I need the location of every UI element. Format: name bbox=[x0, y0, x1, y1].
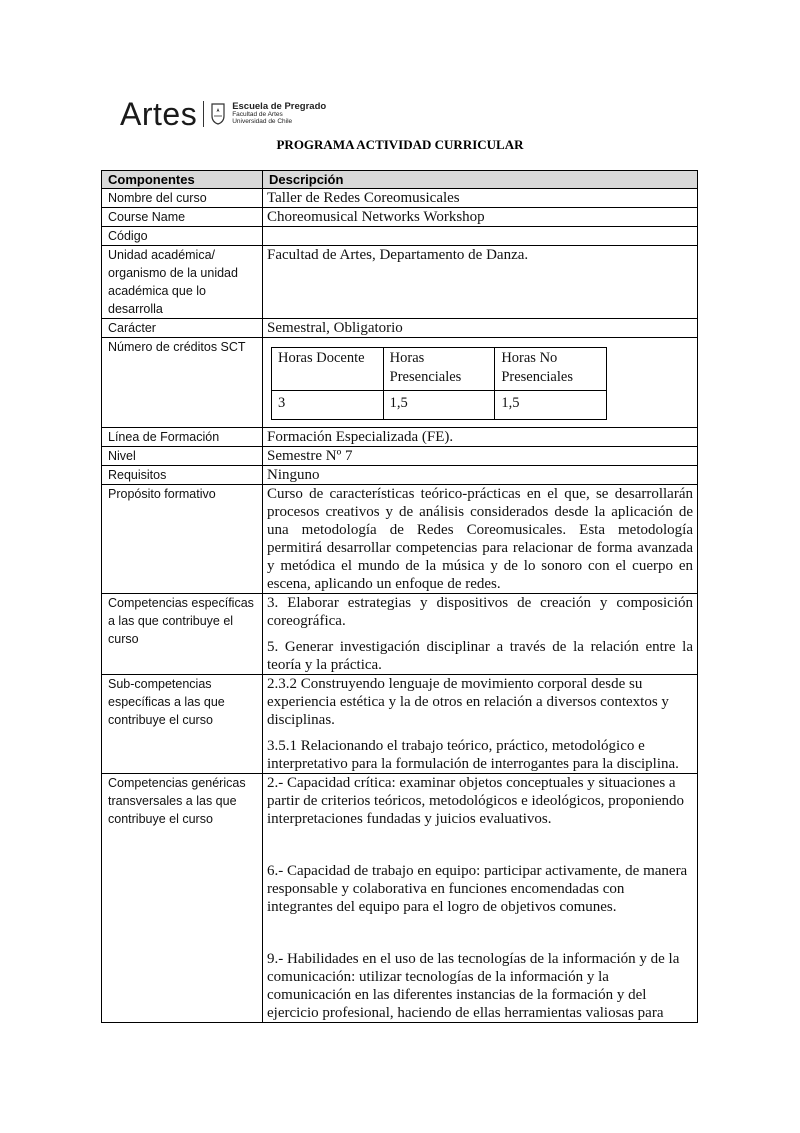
row-label: Nivel bbox=[102, 447, 263, 466]
hours-table bbox=[271, 347, 607, 420]
generic-competency-item: 9.- Habilidades en el uso de las tecnologías de la información y de la comunicación: utilizar tecnologías de la información y la comunicación en las diferentes instancias de la formación y del ejercicio profesional, haciendo de ellas herramientas valiosas para bbox=[267, 951, 680, 1021]
table-row bbox=[102, 466, 698, 485]
row-value: Ninguno bbox=[263, 466, 698, 485]
row-label: Unidad académica/ organismo de la unidad académica que lo desarrolla bbox=[102, 246, 263, 319]
logo-separator bbox=[203, 101, 204, 127]
generic-competency-item: 2.- Capacidad crítica: examinar objetos conceptuales y situaciones a partir de criterios teóricos, metodológicos e ideológicos, proponiendo interpretaciones fundadas y juicios evaluativos. bbox=[267, 775, 684, 827]
row-value bbox=[263, 227, 698, 246]
hours-value-docente: 3 bbox=[272, 391, 384, 420]
table-row bbox=[102, 485, 698, 594]
table-row bbox=[102, 447, 698, 466]
logo-wordmark: Artes bbox=[120, 96, 198, 132]
row-value bbox=[263, 338, 698, 428]
row-value bbox=[263, 594, 698, 675]
table-row bbox=[102, 319, 698, 338]
row-value: Formación Especializada (FE). bbox=[263, 428, 698, 447]
header-description: Descripción bbox=[263, 171, 698, 189]
sub-competency-item: 2.3.2 Construyendo lenguaje de movimiento corporal desde su experiencia estética y la de otros en relación a diversos contextos y disciplinas. bbox=[267, 676, 669, 728]
competency-item: 5. Generar investigación disciplinar a través de la relación entre la teoría y la práctica. bbox=[267, 639, 693, 673]
row-value: Semestral, Obligatorio bbox=[263, 319, 698, 338]
document-title: PROGRAMA ACTIVIDAD CURRICULAR bbox=[276, 137, 524, 152]
row-label: Nombre del curso bbox=[102, 189, 263, 208]
table-row bbox=[102, 227, 698, 246]
row-label: Carácter bbox=[102, 319, 263, 338]
table-row bbox=[102, 774, 698, 1023]
row-label: Competencias genéricas transversales a las que contribuye el curso bbox=[102, 774, 263, 1023]
row-label: Course Name bbox=[102, 208, 263, 227]
row-label: Competencias específicas a las que contribuye el curso bbox=[102, 594, 263, 675]
competency-item: 3. Elaborar estrategias y dispositivos de creación y composición coreográfica. bbox=[267, 595, 693, 629]
hours-header-row bbox=[272, 348, 607, 391]
table-header-row bbox=[102, 171, 698, 189]
row-label: Código bbox=[102, 227, 263, 246]
row-value: Choreomusical Networks Workshop bbox=[263, 208, 698, 227]
hours-header-presenciales: Horas Presenciales bbox=[383, 348, 495, 391]
sub-competency-item: 3.5.1 Relacionando el trabajo teórico, práctico, metodológico e interpretativo para la formulación de interrogantes para la disciplina. bbox=[267, 738, 679, 772]
header-components: Componentes bbox=[102, 171, 263, 189]
row-value: Semestre Nº 7 bbox=[263, 447, 698, 466]
table-row bbox=[102, 594, 698, 675]
table-row bbox=[102, 208, 698, 227]
row-label: Requisitos bbox=[102, 466, 263, 485]
row-label: Propósito formativo bbox=[102, 485, 263, 594]
row-value bbox=[263, 774, 698, 1023]
table-row bbox=[102, 189, 698, 208]
hours-value-presenciales: 1,5 bbox=[383, 391, 495, 420]
logo-text: Escuela de Pregrado Facultad de Artes Universidad de Chile bbox=[232, 101, 327, 125]
row-label: Sub-competencias específicas a las que contribuye el curso bbox=[102, 675, 263, 774]
row-value bbox=[263, 675, 698, 774]
table-row bbox=[102, 246, 698, 319]
table-row bbox=[102, 338, 698, 428]
row-label: Línea de Formación bbox=[102, 428, 263, 447]
row-value: Curso de características teórico-prácticas en el que, se desarrollarán procesos creativos y de análisis considerados desde la aplicación de una metodología de Redes Coreomusicales. Esta metodología permitirá desarrollar competencias para relacionar de forma avanzada y metódica el mundo de la música y de lo sonoro con el cuerpo en escena, aplicando un enfoque de redes. bbox=[263, 485, 698, 594]
hours-header-docente: Horas Docente bbox=[272, 348, 384, 391]
university-shield-icon bbox=[210, 102, 226, 126]
row-value: Facultad de Artes, Departamento de Danza. bbox=[263, 246, 698, 319]
hours-value-no-presenciales: 1,5 bbox=[495, 391, 607, 420]
table-row bbox=[102, 428, 698, 447]
faculty-logo bbox=[120, 96, 326, 132]
curriculum-table bbox=[101, 170, 698, 1023]
generic-competency-item: 6.- Capacidad de trabajo en equipo: participar activamente, de manera responsable y colaborativa en funciones encomendadas con integrantes del equipo para el logro de objetivos comunes. bbox=[267, 863, 688, 915]
row-value: Taller de Redes Coreomusicales bbox=[263, 189, 698, 208]
row-label: Número de créditos SCT bbox=[102, 338, 263, 428]
hours-value-row bbox=[272, 391, 607, 420]
table-row bbox=[102, 675, 698, 774]
hours-header-no-presenciales: Horas No Presenciales bbox=[495, 348, 607, 391]
